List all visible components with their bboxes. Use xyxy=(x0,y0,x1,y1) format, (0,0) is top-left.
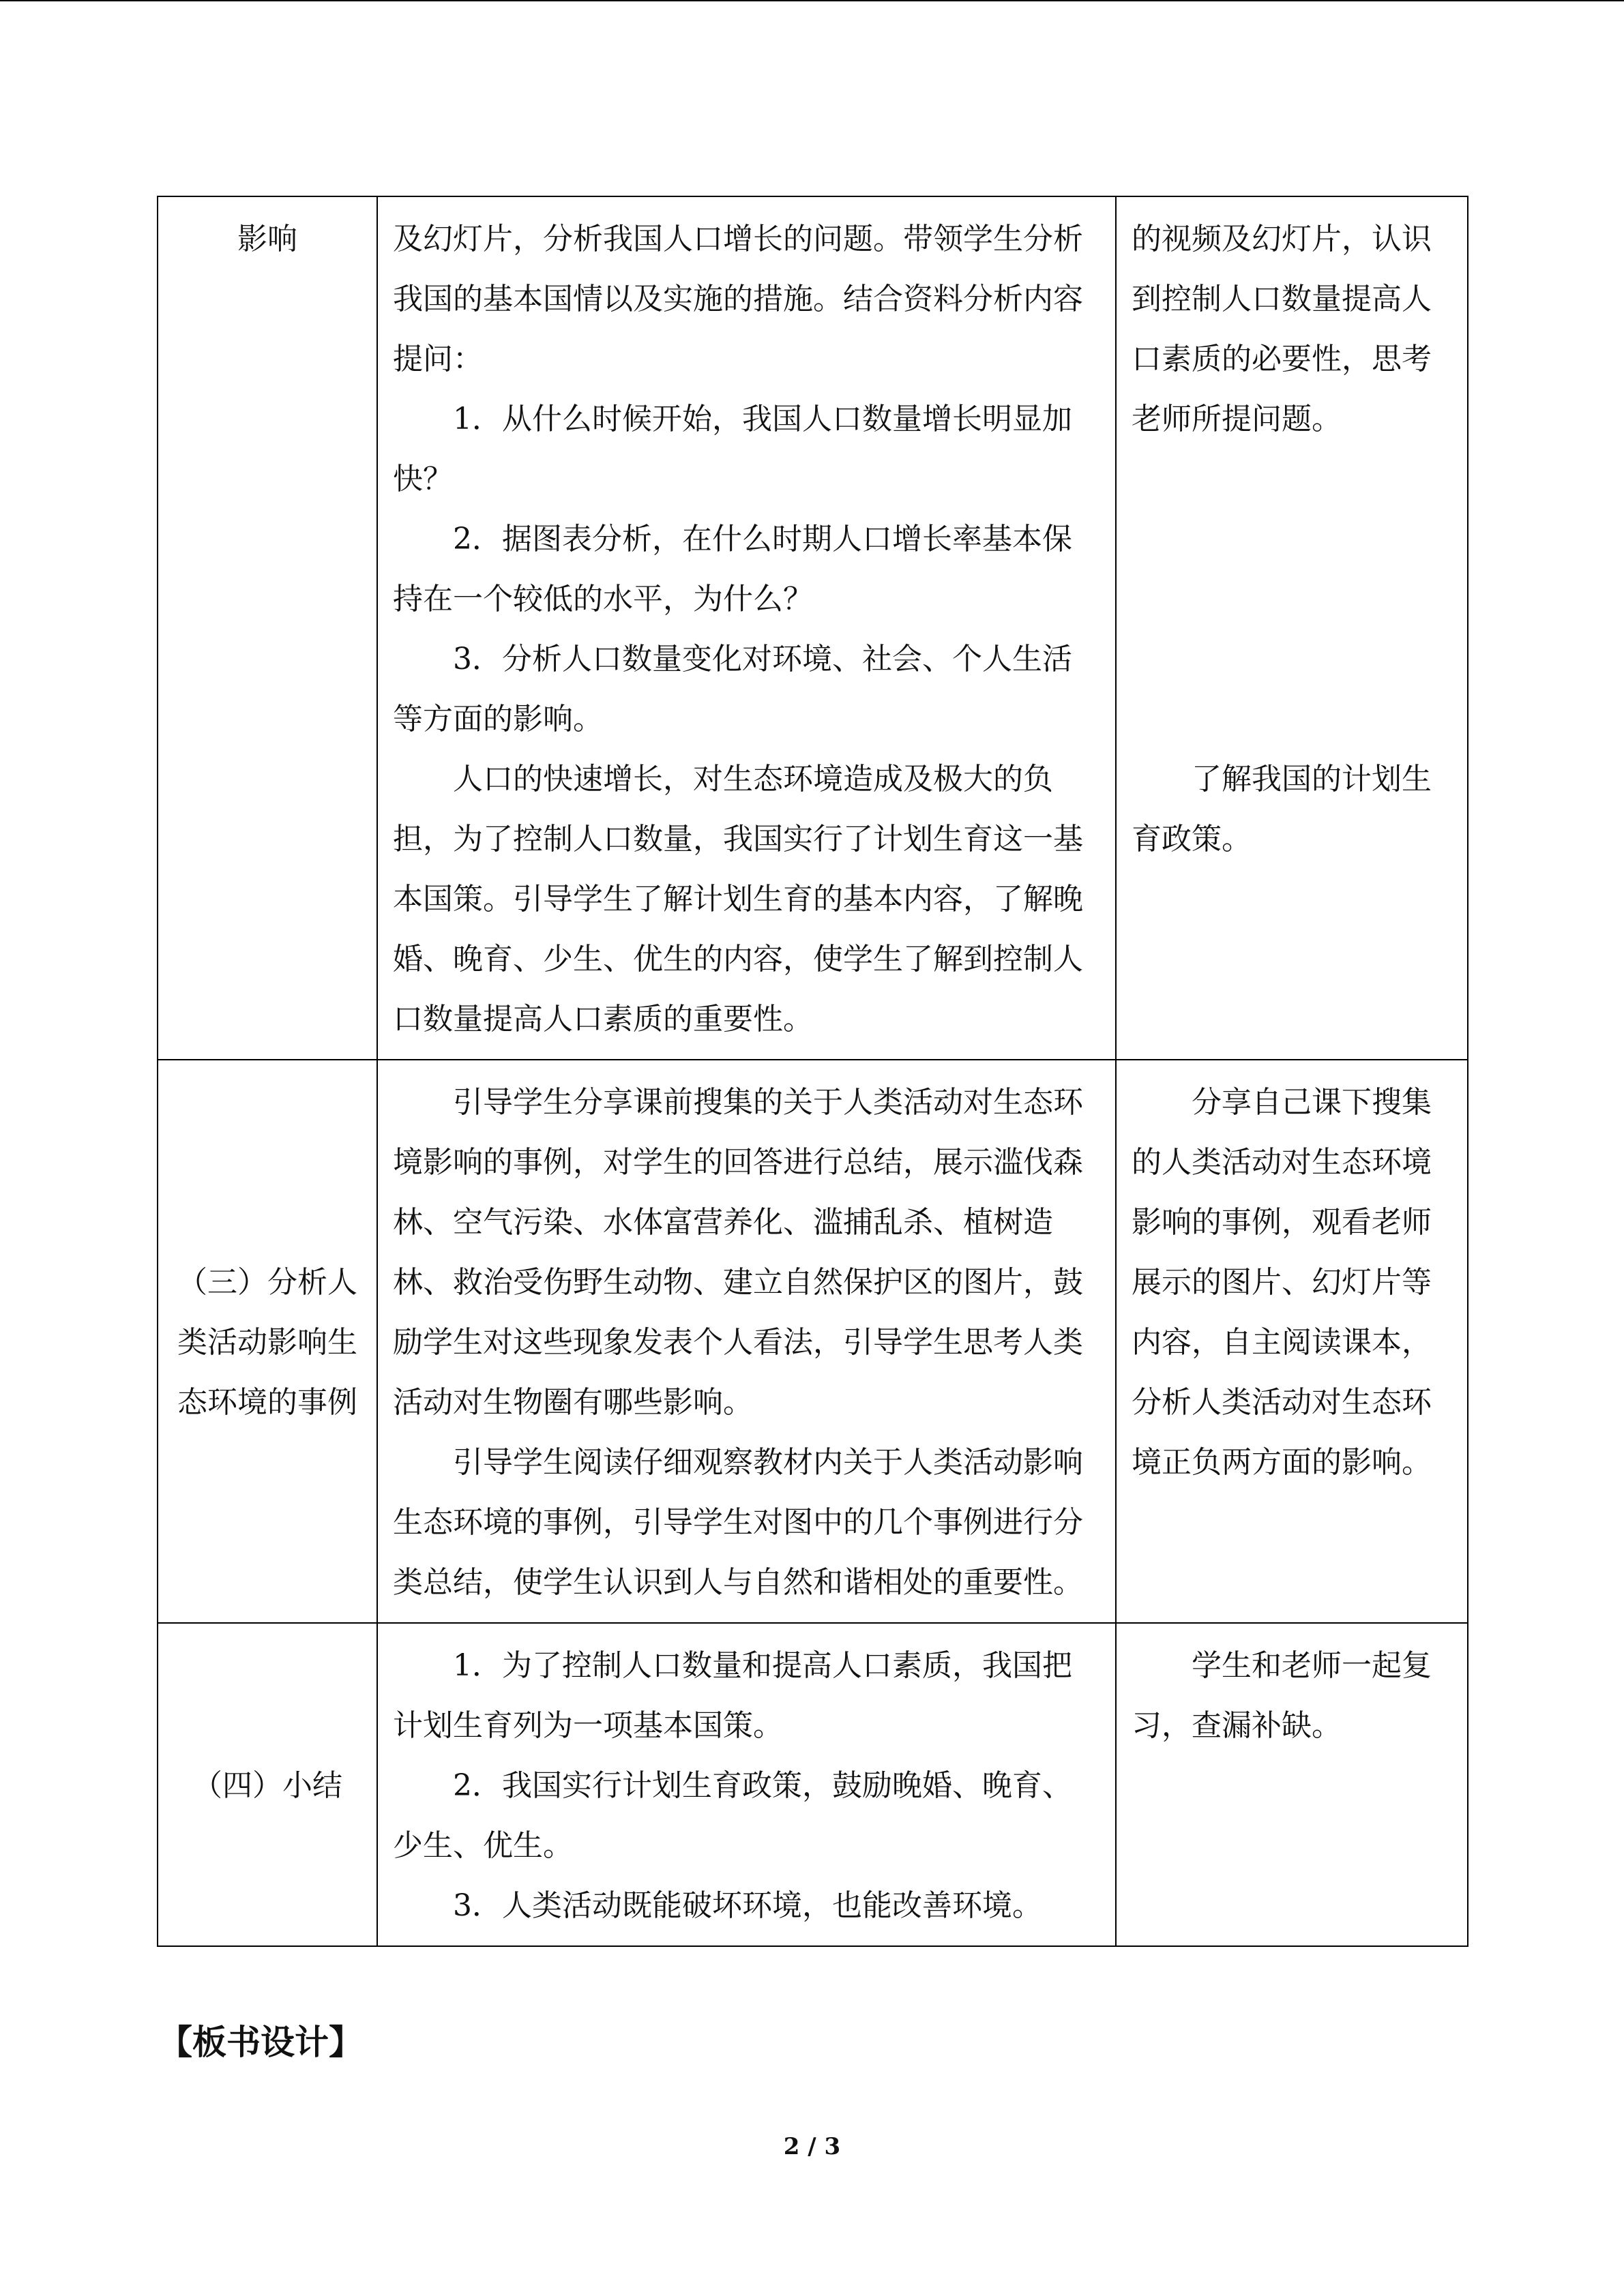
teacher-paragraph: 及幻灯片，分析我国人口增长的问题。带领学生分析我国的基本国情以及实施的措施。结合资料分析内容提问： xyxy=(393,222,1083,376)
stage-label: （三）分析人类活动影响生态环境的事例 xyxy=(177,1265,357,1420)
stage-cell xyxy=(158,196,377,1060)
table-row xyxy=(158,1060,1468,1623)
teacher-paragraph: 引导学生阅读仔细观察教材内关于人类活动影响生态环境的事例，引导学生对图中的几个事例进行分类总结，使学生认识到人与自然和谐相处的重要性。 xyxy=(393,1445,1083,1600)
teacher-paragraph: 1．为了控制人口数量和提高人口素质，我国把计划生育列为一项基本国策。 xyxy=(393,1648,1072,1743)
table-row xyxy=(158,196,1468,1060)
teacher-paragraph: 1．从什么时候开始，我国人口数量增长明显加快？ xyxy=(393,402,1072,496)
student-paragraph: 了解我国的计划生育政策。 xyxy=(1132,762,1432,856)
teacher-paragraph: 2．据图表分析，在什么时期人口增长率基本保持在一个较低的水平，为什么？ xyxy=(393,522,1072,616)
section-heading: 【板书设计】 xyxy=(158,2022,363,2062)
stage-cell xyxy=(158,1623,377,1946)
student-paragraph: 的视频及幻灯片，认识到控制人口数量提高人口素质的必要性，思考老师所提问题。 xyxy=(1132,222,1432,436)
teacher-paragraph: 人口的快速增长，对生态环境造成及极大的负担，为了控制人口数量，我国实行了计划生育这一基本国策。引导学生了解计划生育的基本内容，了解晚婚、晚育、少生、优生的内容，使学生了解到控制人口数量提高人口素质的重要性。 xyxy=(393,762,1083,1037)
teacher-paragraph: 3．分析人口数量变化对环境、社会、个人生活等方面的影响。 xyxy=(393,642,1072,736)
teacher-activity-cell xyxy=(377,196,1116,1060)
spacer xyxy=(1132,449,1452,749)
teacher-paragraph: 3．人类活动既能破坏环境，也能改善环境。 xyxy=(453,1888,1042,1923)
student-activity-cell xyxy=(1116,196,1468,1060)
stage-label: 影响 xyxy=(237,222,297,256)
table-row xyxy=(158,1623,1468,1946)
teacher-activity-cell xyxy=(377,1060,1116,1623)
page-number: 2 / 3 xyxy=(783,2133,841,2160)
student-paragraph: 分享自己课下搜集的人类活动对生态环境影响的事例，观看老师展示的图片、幻灯片等内容，自主阅读课本，分析人类活动对生态环境正负两方面的影响。 xyxy=(1132,1085,1432,1480)
teacher-paragraph: 2．我国实行计划生育政策，鼓励晚婚、晚育、少生、优生。 xyxy=(393,1768,1072,1863)
teacher-activity-cell xyxy=(377,1623,1116,1946)
stage-label: （四）小结 xyxy=(192,1768,342,1803)
lesson-plan-table xyxy=(157,196,1468,1947)
student-activity-cell xyxy=(1116,1060,1468,1623)
student-activity-cell xyxy=(1116,1623,1468,1946)
student-paragraph: 学生和老师一起复习，查漏补缺。 xyxy=(1132,1648,1432,1743)
teacher-paragraph: 引导学生分享课前搜集的关于人类活动对生态环境影响的事例，对学生的回答进行总结，展示滥伐森林、空气污染、水体富营养化、滥捕乱杀、植树造林、救治受伤野生动物、建立自然保护区的图片，鼓励学生对这些现象发表个人看法，引导学生思考人类活动对生物圈有哪些影响。 xyxy=(393,1085,1083,1420)
stage-cell xyxy=(158,1060,377,1623)
top-border-line xyxy=(0,0,1624,1)
